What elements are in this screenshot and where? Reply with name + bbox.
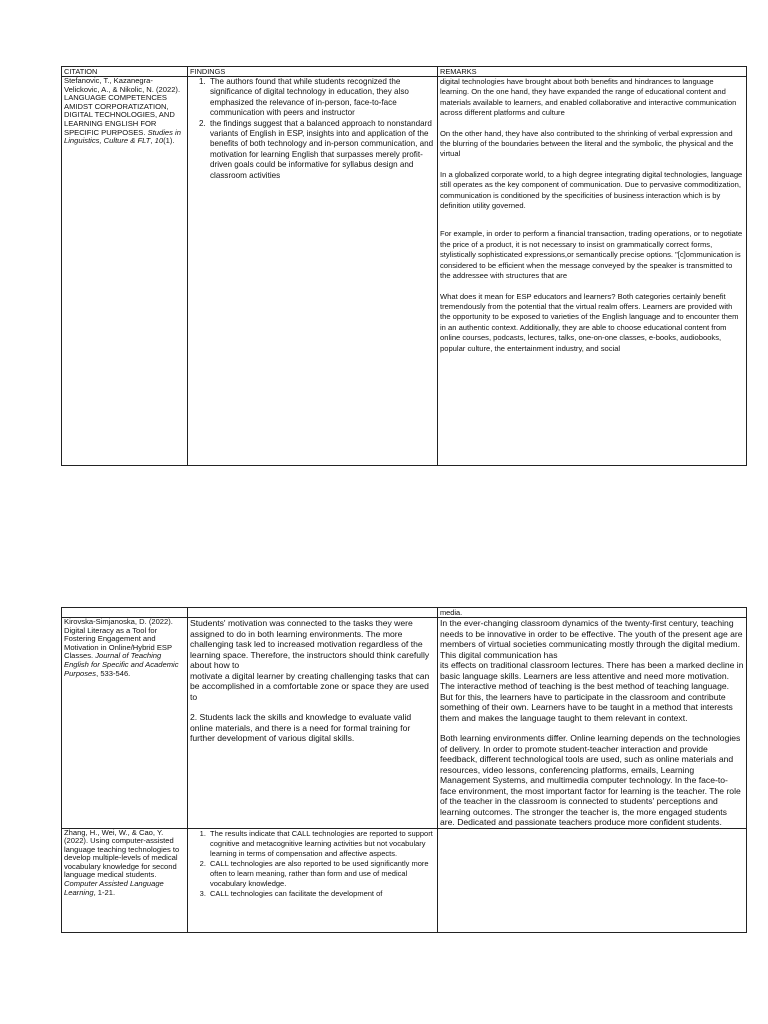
header-citation: CITATION: [62, 67, 188, 77]
remark-paragraph: digital technologies have brought about both benefits and hindrances to language learning. On the one hand, they have expanded the range of educational content and materials available to learners, and enabled collaborative and interactive communication across different platforms and culture: [440, 77, 737, 118]
continuation-row: [62, 608, 747, 618]
citation-cell: [62, 828, 188, 932]
remarks-cell: [438, 77, 747, 466]
citation-text: Zhang, H., Wei, W., & Cao, Y. (2022). Using computer-assisted language teaching technologies to develop multiple-levels of medical vocabulary knowledge for second language medical students.: [64, 828, 180, 880]
remarks-empty-cell: [438, 828, 747, 932]
finding-item: 1. The results indicate that CALL technologies are reported to support cognitive and metacognitive learning activities but not vocabulary learning in terms of compensation and affective aspects.: [208, 829, 435, 859]
continuation-empty-cell: [62, 608, 188, 618]
remark-paragraph: On the other hand, they have also contributed to the shrinking of verbal expression and the blurring of the boundaries between the literal and the symbolic, the physical and the virtual: [440, 128, 734, 159]
remark-paragraph: What does it mean for ESP educators and learners? Both categories certainly benefit tremendously from the potential that the virtual realm offers. Learners are provided with the opportunity to be exposed to varieties of the English language and to encounter them in an authentic context. Additionally, they are able to choose educational content from online courses, podcasts, lectures, talks, one-on-one classes, e-books, audiobooks, popular culture, the entertainment industry, and social: [440, 291, 739, 353]
literature-table-2: [61, 607, 747, 933]
citation-cell: [62, 618, 188, 829]
remark-paragraph: learning outcomes. The stronger the teacher is, the more engaged students are. Dedicated and passionate teachers produce more confident students.: [440, 806, 727, 827]
citation-pages: , 1-21.: [93, 887, 116, 897]
remark-paragraph: In a globalized corporate world, to a high degree integrating digital technologies, language still operates as the key component of communication. Due to pervasive commoditization, communication is conditioned by the specificities of business interaction which is by definition utility governed.: [440, 169, 743, 211]
remarks-cell: [438, 618, 747, 829]
citation-separator: ,: [150, 136, 155, 146]
table-row: [62, 77, 747, 466]
citation-issue: (1).: [163, 136, 175, 146]
citation-volume: 10: [154, 136, 164, 146]
remark-paragraph: For example, in order to perform a financial transaction, trading operations, or to negotiate the price of a product, it is not necessary to insist on grammatically correct forms, stylistically sophisticated expressions,or semantically precise options. "[c]ommunication is considered to be efficient when the message conveyed by the speaker is transmitted to the addressee with structures that are: [440, 229, 743, 281]
remark-paragraph: Both learning environments differ. Online learning depends on the technologies of delivery. In order to promote student-teacher interaction and provide feedback, different technological tools are used, such as online materials and resources, video lessons, conferencing platforms, emails, Learning Management Systems, and multimedia computer technology. In the face-to-face environment, the most important factor for learning is the teacher. The role of the teacher in the classroom is connected to students' perceptions and: [440, 733, 741, 806]
citation-text: Kirovska-Simjanoska, D. (2022). Digital Literacy as a Tool for Fostering Engagement and Motivation in Online/Hybrid ESP Classes.: [64, 617, 173, 661]
table-row: [62, 828, 747, 932]
header-findings: FINDINGS: [188, 67, 438, 77]
finding-item: 1. The authors found that while students recognized the significance of digital technology in education, they also emphasized the relevance of in-person, face-to-face communication with peers and instructor: [208, 77, 435, 119]
table-row: [62, 618, 747, 829]
finding-paragraph: motivate a digital learner by creating challenging tasks that can be accomplished in a comfortable zone or space they are used to: [190, 670, 430, 702]
literature-table-1: [61, 66, 747, 466]
finding-paragraph: Students' motivation was connected to the tasks they were assigned to do in both learning environments. The more challenging task led to increased motivation regardless of the learning space. Therefore, the instructors should think carefully about how to: [190, 618, 430, 670]
citation-journal: Computer Assisted Language Learning: [64, 879, 164, 897]
citation-journal: Studies in Linguistics, Culture & FLT: [64, 127, 181, 146]
citation-pages: , 533-546.: [96, 668, 131, 678]
finding-paragraph: 2. Students lack the skills and knowledge to evaluate valid online materials, and there is a need for formal training for further development of various digital skills.: [190, 712, 412, 743]
citation-text: Stefanovic, T., Kazanegra-Velickovic, A., & Nikolic, N. (2022). LANGUAGE COMPETENCES AMIDST CORPORATIZATION, DIGITAL TECHNOLOGIES, AND LEARNING ENGLISH FOR SPECIFIC PURPOSES.: [64, 77, 181, 137]
citation-cell: [62, 77, 188, 466]
finding-item: 2. CALL technologies are also reported to be used significantly more often to learn meaning, rather than form and use of medical vocabulary knowledge.: [208, 859, 435, 889]
remark-paragraph: its effects on traditional classroom lectures. There has been a marked decline in basic language skills. Learners are less attentive and need more motivation. The interactive method of teaching is the best method of teaching language. But for this, the learners have to participate in the classroom and contribute something of their own. Learners have to be taught in a method that interests them and makes the language taught to them relevant in context.: [440, 660, 744, 723]
findings-cell: [188, 828, 438, 932]
findings-cell: [188, 618, 438, 829]
finding-item: 3. CALL technologies can facilitate the development of: [208, 889, 435, 899]
header-remarks: REMARKS: [438, 67, 747, 77]
continuation-text: media.: [438, 608, 747, 618]
finding-item: 2. the findings suggest that a balanced approach to nonstandard variants of English in ESP, insights into and application of the benefits of both technology and in-person communication, and motivation for learning English that surpasses merely profit-driven goals could be informative for syllabus design and classroom activities: [208, 119, 435, 181]
citation-journal: Journal of Teaching English for Specific and Academic Purposes: [64, 651, 179, 678]
table-header-row: [62, 67, 747, 77]
continuation-empty-cell: [188, 608, 438, 618]
findings-cell: [188, 77, 438, 466]
remark-paragraph: In the ever-changing classroom dynamics of the twenty-first century, teaching needs to be innovative in order to be effective. The youth of the present age are members of virtual societies communicating mostly through the digital medium. This digital communication has: [440, 618, 743, 660]
